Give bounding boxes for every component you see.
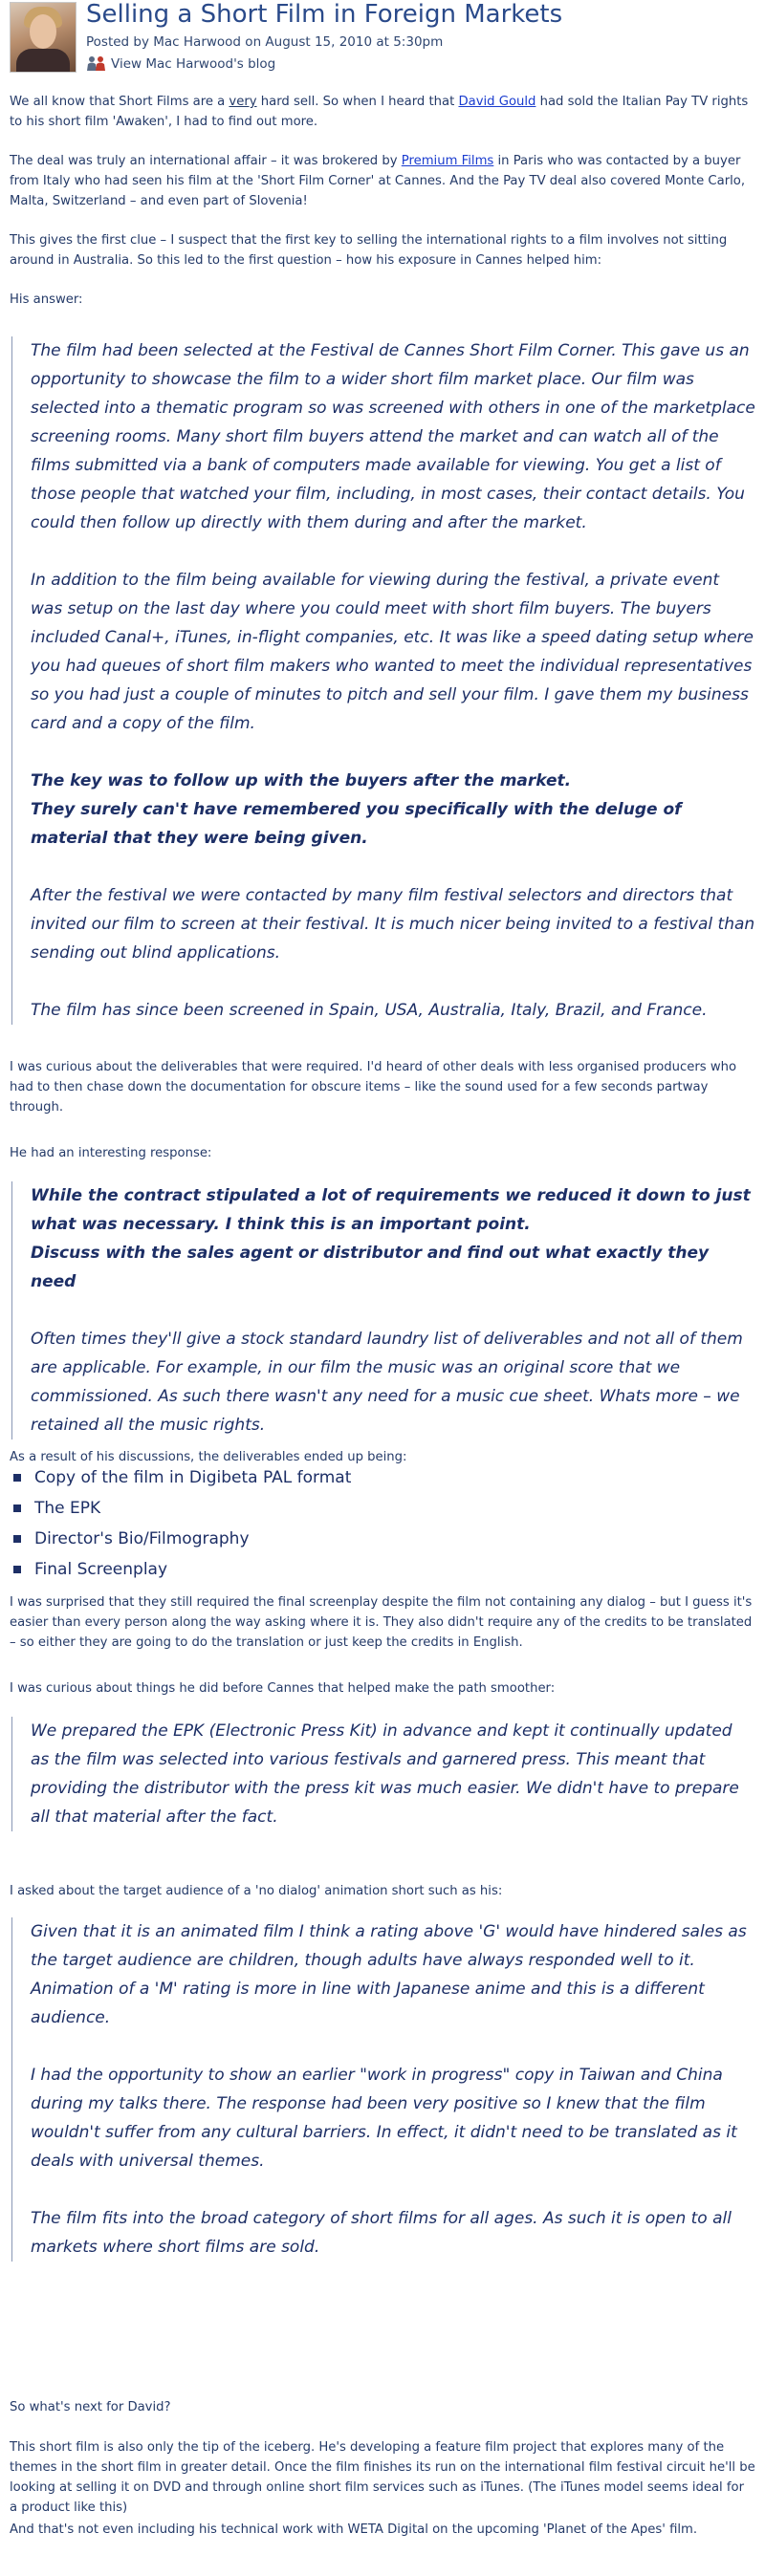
paragraph-before-cannes: I was curious about things he did before Cannes that helped make the path smoother: [10,1681,556,1696]
quote-text: In addition to the film being available for viewing during the festival, a private event was setup on the last day where you could meet with short film buyers. The buyers included Canal+, iTunes, in-flight companies, etc. It was like a speed dating setup where you had queues of short film makers who wanted to meet the individual representatives so you had just a couple of minutes to pitch and sell your film. I gave them my business card and a copy of the film. [31,571,754,733]
list-item [10,1554,351,1585]
quote-emphasis: The key was to follow up with the buyers after the market. [31,771,572,790]
paragraph-first-clue: This gives the first clue – I suspect that the first key to selling the international rights to a film involves not sitting around in Australia. So this led to the first question – how his exposure in Cannes helped him: [10,233,728,268]
bullet-icon [13,1504,21,1512]
blockquote-epk [11,1717,755,1831]
premium-films-link[interactable]: Premium Films [401,154,494,168]
emphasis-very: very [229,95,257,109]
blockquote-cannes [11,336,755,1025]
quote-emphasis: While the contract stipulated a lot of requirements we reduced it down to just what was necessary. I think this is an important point. [31,1186,751,1234]
list-item [10,1524,351,1554]
paragraph-target-audience: I asked about the target audience of a 'no dialog' animation short such as his: [10,1884,503,1898]
paragraph-result: As a result of his discussions, the deliverables ended up being: [10,1450,407,1464]
quote-text: The film has since been screened in Spain, USA, Australia, Italy, Brazil, and France. [31,1001,708,1020]
paragraph-his-answer: His answer: [10,292,83,307]
text-span: We all know that Short Films are a [10,95,230,109]
author-name: Mac Harwood [153,34,242,50]
paragraph-deliverables-question: I was curious about the deliverables that were required. I'd heard of other deals with less organised producers who had to then chase down the documentation for obscure items – like the sound used for a few seconds partway through. [10,1060,737,1115]
bullet-icon [13,1566,21,1573]
post-title: Selling a Short Film in Foreign Markets [86,0,563,29]
list-item [10,1493,351,1524]
people-icon [86,55,107,71]
list-item [10,1462,351,1493]
author-avatar[interactable] [10,2,76,73]
bullet-icon [13,1535,21,1543]
quote-text: The film had been selected at the Festival de Cannes Short Film Corner. This gave us an opportunity to showcase the film to a wider short film market place. Our film was selected into a thematic program so was screened with others in one of the marketplace screening rooms. Many short film buyers attend the market and can watch all of the films submitted via a bank of computers made available for viewing. You get a list of those people that watched your film, including, in most cases, their contact details. You could then follow up directly with them during and after the market. [31,341,755,532]
quote-text: We prepared the EPK (Electronic Press Kit) in advance and kept it continually updated as the film was selected into various festivals and garnered press. This meant that providing the distributor with the press kit was much easier. We didn't have to prepare all that material after the fact. [31,1721,739,1827]
view-blog-link[interactable] [86,55,275,72]
quote-text: Given that it is an animated film I think a rating above 'G' would have hindered sales as the target audience are children, though adults have always responded well to it. Animation of a 'M' rating is more in line with Japanese anime and this is a different audience. [31,1922,747,2027]
paragraph-interesting-response: He had an interesting response: [10,1146,212,1160]
paragraph-deal [10,151,755,211]
david-gould-link[interactable]: David Gould [458,95,536,109]
quote-emphasis: Discuss with the sales agent or distributor and find out what exactly they need [31,1244,710,1291]
post-meta [86,34,443,50]
quote-text: I had the opportunity to show an earlier "work in progress" copy in Taiwan and China during my talks there. The response had been very positive so I knew that the film wouldn't suffer from any cultural barriers. In effect, it didn't need to be translated as it deals with universal themes. [31,2066,737,2171]
quote-text: Often times they'll give a stock standard laundry list of deliverables and not all of them are applicable. For example, in our film the music was an original score that we commissioned. As such there wasn't any need for a music cue sheet. Whats more – we retained all the music rights. [31,1330,743,1435]
list-item-label: Final Screenplay [34,1560,168,1579]
paragraph-weta: And that's not even including his technical work with WETA Digital on the upcoming 'Planet of the Apes' film. [10,2522,698,2537]
paragraph-intro [10,92,755,132]
post-header [10,0,755,76]
text-span: The deal was truly an international affair – it was brokered by [10,154,402,168]
quote-text: The film fits into the broad category of short films for all ages. As such it is open to all markets where short films are sold. [31,2209,732,2257]
paragraph-iceberg: This short film is also only the tip of the iceberg. He's developing a feature film project that explores many of the themes in the short film in greater detail. Once the film finishes its run on the international film festival circuit he'll be looking at selling it on DVD and through online short film services such as iTunes. (The iTunes model seems ideal for a product like this) [10,2440,755,2515]
paragraph-screenplay: I was surprised that they still required the final screenplay despite the film not containing any dialog – but I guess it's easier than every person along the way asking where it is. They also didn't require any of the credits to be translated – so either they are going to do the translation or just keep the credits in English. [10,1595,753,1650]
view-blog-label[interactable]: View Mac Harwood's blog [111,56,276,72]
text-span: had sold the Italian Pay TV rights to his short film 'Awaken', I had to find out more. [10,95,749,129]
bullet-icon [13,1474,21,1482]
quote-text: After the festival we were contacted by many film festival selectors and directors that invited our film to screen at their festival. It is much nicer being invited to a festival than sending out blind applications. [31,886,755,963]
paragraph-whats-next: So what's next for David? [10,2400,171,2414]
text-span: in Paris who was contacted by a buyer from Italy who had seen his film at the 'Short Film Corner' at Cannes. And the Pay TV deal also covered Monte Carlo, Malta, Switzerland – and even part of Slovenia! [10,154,746,208]
list-item-label: The EPK [34,1499,101,1518]
text-span: hard sell. So when I heard that [256,95,459,109]
list-item-label: Director's Bio/Filmography [34,1529,250,1548]
quote-emphasis: They surely can't have remembered you specifically with the deluge of material that they were being given. [31,800,682,848]
posted-by-label: Posted by [86,34,154,50]
list-item-label: Copy of the film in Digibeta PAL format [34,1468,352,1487]
blockquote-audience [11,1917,755,2262]
blockquote-deliverables [11,1181,755,1440]
date-prefix: on [241,34,266,50]
deliverables-list [10,1462,351,1585]
post-date: August 15, 2010 at 5:30pm [265,34,444,50]
